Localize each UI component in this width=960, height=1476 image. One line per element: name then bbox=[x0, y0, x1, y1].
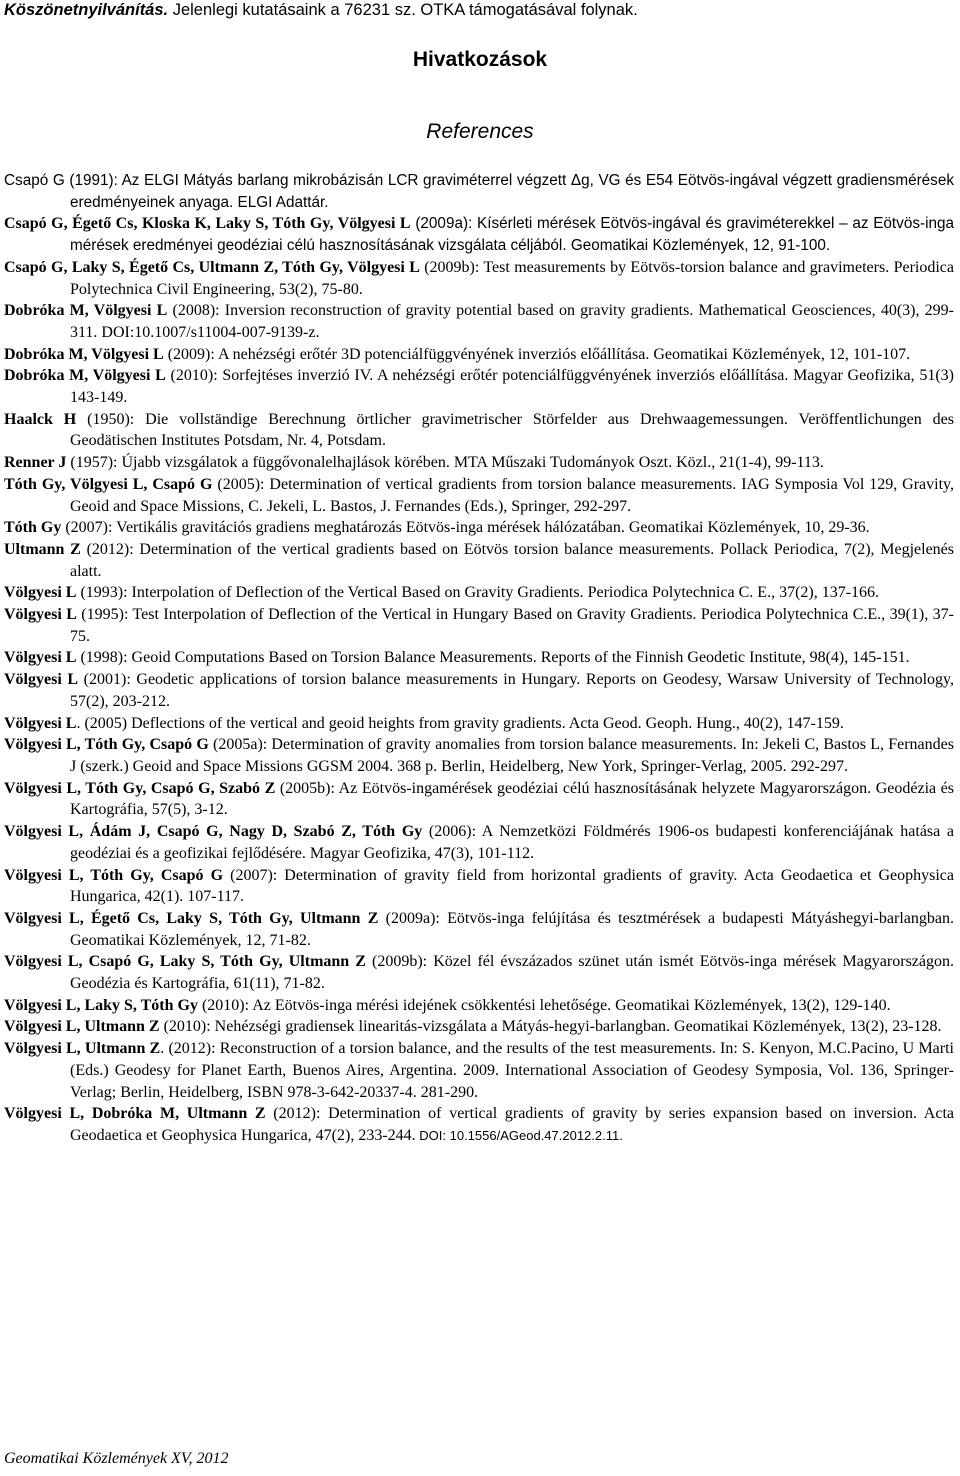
reference-authors: Völgyesi L bbox=[4, 606, 77, 624]
reference-text: (2009a): Eötvös-inga felújítása és tesztmérések a budapesti Mátyáshegyi-barlangban. Geomatikai Közlemények, 12, 71-82. bbox=[70, 909, 955, 949]
reference-text: (2007): Vertikális gravitációs gradiens meghatározás Eötvös-inga mérések hálózatában. Geomatikai Közlemények, 10, 29-36. bbox=[61, 519, 870, 537]
reference-entry bbox=[4, 1103, 954, 1146]
acknowledgement-lead: Köszönetnyilvánítás. bbox=[4, 1, 169, 19]
reference-text: (2009a): Kísérleti mérések Eötvös-ingával és graviméterekkel – az Eötvös-inga mérések eredményei geodéziai célú hasznosításának vizsgálata céljából. Geomatikai Közlemények, 12, 91-100. bbox=[70, 215, 954, 255]
reference-text: (2010): Nehézségi gradiensek linearitás-vizsgálata a Mátyás-hegyi-barlangban. Geomatikai Közlemények, 13(2), 23-128. bbox=[159, 1018, 942, 1036]
reference-text: (1998): Geoid Computations Based on Torsion Balance Measurements. Reports of the Finnish Geodetic Institute, 98(4), 145-151. bbox=[76, 649, 910, 667]
reference-text: . (2012): Reconstruction of a torsion balance, and the results of the test measurements. In: S. Kenyon, M.C.Pacino, U Marti (Eds.) Geodesy for Planet Earth, Buenos Aires, Argentina. 2009. International Association of Geodesy Symposia, Vol. 136, Springer-Verlag; Berlin, Heidelberg, ISBN 978-3-642-20337-4. 281-290. bbox=[70, 1040, 954, 1101]
reference-text: (2012): Determination of the vertical gradients based on Eötvös torsion balance measurements. Pollack Periodica, 7(2), Megjelenés alatt. bbox=[70, 540, 955, 580]
reference-authors: Völgyesi L bbox=[4, 714, 77, 732]
reference-text: (1995): Test Interpolation of Deflection of the Vertical in Hungary Based on Gravity Gradients. Periodica Polytechnica C.E., 39(1), 37-75. bbox=[70, 606, 955, 645]
reference-authors: Völgyesi L, Ultmann Z bbox=[4, 1018, 160, 1036]
reference-list bbox=[4, 170, 954, 1147]
reference-text: . (2005) Deflections of the vertical and geoid heights from gravity gradients. Acta Geod. Geoph. Hung., 40(2), 147-159. bbox=[76, 714, 844, 732]
heading-hungarian: Hivatkozások bbox=[412, 48, 548, 71]
reference-entry bbox=[4, 1038, 954, 1103]
acknowledgement bbox=[4, 0, 954, 20]
reference-entry bbox=[4, 951, 954, 994]
reference-entry bbox=[4, 908, 954, 951]
reference-authors: Völgyesi L, Tóth Gy, Csapó G bbox=[4, 736, 209, 754]
reference-authors: Völgyesi L, Dobróka M, Ultmann Z bbox=[4, 1105, 266, 1123]
reference-text: (2010): Sorfejtéses inverzió IV. A nehézségi erőtér potenciálfüggvényének inverziós előállítása. Magyar Geofizika, 51(3) 143-149. bbox=[70, 367, 954, 407]
reference-text: (1957): Újabb vizsgálatok a függővonalelhajlások körében. MTA Műszaki Tudományok Oszt. Közl., 21(1-4), 99-113. bbox=[66, 454, 824, 472]
reference-entry bbox=[4, 604, 954, 647]
reference-text: (2009b): Test measurements by Eötvös-torsion balance and gravimeters. Periodica Polytechnica Civil Engineering, 53(2), 75-80. bbox=[70, 258, 954, 298]
acknowledgement-text: Jelenlegi kutatásaink a 76231 sz. OTKA támogatásával folynak. bbox=[168, 1, 638, 19]
reference-authors: Renner J bbox=[4, 454, 67, 472]
reference-authors: Tóth Gy, Völgyesi L, Csapó G bbox=[4, 475, 213, 493]
reference-text: (2006): A Nemzetközi Földmérés 1906-os budapesti konferenciájának hatása a geodéziai és a geofizikai fejlődésére. Magyar Geofizika, 47(3), 101-112. bbox=[70, 823, 955, 862]
reference-text: (1991): Az ELGI Mátyás barlang mikrobázisán LCR graviméterrel végzett Δg, VG és E54 Eötvös-ingával végzett gradiensmérések eredményeinek anyaga. ELGI Adattár. bbox=[64, 172, 954, 211]
reference-authors: Völgyesi L bbox=[4, 584, 77, 602]
reference-text: (2009): A nehézségi erőtér 3D potenciálfüggvényének inverziós előállítása. Geomatikai Közlemények, 12, 101-107. bbox=[163, 345, 911, 363]
reference-entry bbox=[4, 582, 954, 604]
reference-entry bbox=[4, 344, 954, 366]
reference-authors: Csapó G, Égető Cs, Kloska K, Laky S, Tóth Gy, Völgyesi L bbox=[4, 215, 411, 233]
reference-authors: Völgyesi L, Laky S, Tóth Gy bbox=[4, 996, 198, 1014]
reference-entry bbox=[4, 300, 954, 343]
reference-authors: Völgyesi L, Tóth Gy, Csapó G, Szabó Z bbox=[4, 779, 276, 797]
reference-entry bbox=[4, 257, 954, 300]
reference-text: (2005b): Az Eötvös-ingamérések geodéziai célú hasznosításának helyzete Magyarországon. Geodézia és Kartográfia, 57(5), 3-12. bbox=[70, 779, 955, 819]
reference-text: (2010): Az Eötvös-inga mérési idejének csökkentési lehetősége. Geomatikai Közlemények, 13(2), 129-140. bbox=[197, 996, 891, 1014]
reference-entry bbox=[4, 734, 954, 777]
reference-text: (2008): Inversion reconstruction of gravity potential based on gravity gradients. Mathematical Geosciences, 40(3), 299-311. DOI:10.1007/s11004-007-9139-z. bbox=[70, 302, 954, 341]
page-footer: Geomatikai Közlemények XV, 2012 bbox=[4, 1450, 229, 1467]
reference-entry bbox=[4, 647, 954, 669]
reference-entry bbox=[4, 865, 954, 908]
reference-entry bbox=[4, 669, 954, 712]
reference-authors: Dobróka M, Völgyesi L bbox=[4, 367, 166, 385]
reference-entry bbox=[4, 713, 954, 735]
reference-text: (2005): Determination of vertical gradients from torsion balance measurements. IAG Symposia Vol 129, Gravity, Geoid and Space Missions, C. Jekeli, L. Bastos, J. Fernandes (Eds.), Springer, 292-297. bbox=[70, 475, 954, 515]
reference-authors: Dobróka M, Völgyesi L bbox=[4, 302, 168, 320]
reference-authors: Dobróka M, Völgyesi L bbox=[4, 345, 164, 363]
reference-authors: Völgyesi L, Ultmann Z bbox=[4, 1040, 161, 1058]
reference-text: (1950): Die vollständige Berechnung örtlicher gravimetrischer Störfelder aus Drehwaagemessungen. Veröffentlichungen des Geodätischen Institutes Potsdam, Nr. 4, Potsdam. bbox=[70, 410, 954, 450]
reference-entry bbox=[4, 1016, 954, 1038]
reference-entry bbox=[4, 213, 954, 256]
reference-authors: Völgyesi L bbox=[4, 649, 77, 667]
reference-text: (2005a): Determination of gravity anomalies from torsion balance measurements. In: Jekeli C, Bastos L, Fernandes J (szerk.) Geoid and Space Missions GGSM 2004. 368 p. Berlin, Heidelberg, New York, Springer-Verlag, 2005. 292-297. bbox=[70, 736, 954, 775]
reference-entry bbox=[4, 452, 954, 474]
reference-entry bbox=[4, 778, 954, 821]
reference-text: (2001): Geodetic applications of torsion balance measurements in Hungary. Reports on Geodesy, Warsaw University of Technology, 57(2), 203-212. bbox=[70, 671, 954, 710]
heading-english: References bbox=[426, 120, 534, 143]
reference-authors: Völgyesi L, Tóth Gy, Csapó G bbox=[4, 866, 224, 884]
reference-authors: Haalck H bbox=[4, 410, 77, 428]
reference-entry bbox=[4, 365, 954, 408]
reference-entry bbox=[4, 170, 954, 213]
reference-authors: Völgyesi L, Égető Cs, Laky S, Tóth Gy, Ultmann Z bbox=[4, 909, 379, 927]
reference-text: (2012): Determination of vertical gradients of gravity by series expansion based on inversion. Acta Geodaetica et Geophysica Hungarica, 47(2), 233-244. bbox=[70, 1105, 954, 1144]
reference-entry bbox=[4, 821, 954, 864]
reference-entry bbox=[4, 995, 954, 1017]
reference-authors: Csapó G bbox=[4, 172, 65, 189]
reference-entry bbox=[4, 539, 954, 582]
reference-authors: Völgyesi L, Csapó G, Laky S, Tóth Gy, Ultmann Z bbox=[4, 953, 366, 971]
reference-doi: DOI: 10.1556/AGeod.47.2012.2.11. bbox=[415, 1127, 623, 1143]
reference-text: (2007): Determination of gravity field from horizontal gradients of gravity. Acta Geodaetica et Geophysica Hungarica, 42(1). 107-117. bbox=[70, 866, 954, 906]
reference-text: (1993): Interpolation of Deflection of the Vertical Based on Gravity Gradients. Periodica Polytechnica C. E., 37(2), 137-166. bbox=[76, 584, 880, 602]
reference-authors: Csapó G, Laky S, Égető Cs, Ultmann Z, Tóth Gy, Völgyesi L bbox=[4, 258, 420, 276]
reference-text: (2009b): Közel fél évszázados szünet után ismét Eötvös-inga mérések Magyarországon. Geodézia és Kartográfia, 61(11), 71-82. bbox=[70, 953, 954, 993]
reference-authors: Völgyesi L bbox=[4, 671, 79, 689]
reference-entry bbox=[4, 474, 954, 517]
reference-authors: Völgyesi L, Ádám J, Csapó G, Nagy D, Szabó Z, Tóth Gy bbox=[4, 823, 423, 841]
reference-authors: Tóth Gy bbox=[4, 519, 62, 537]
reference-entry bbox=[4, 517, 954, 539]
reference-authors: Ultmann Z bbox=[4, 540, 81, 558]
reference-entry bbox=[4, 409, 954, 452]
